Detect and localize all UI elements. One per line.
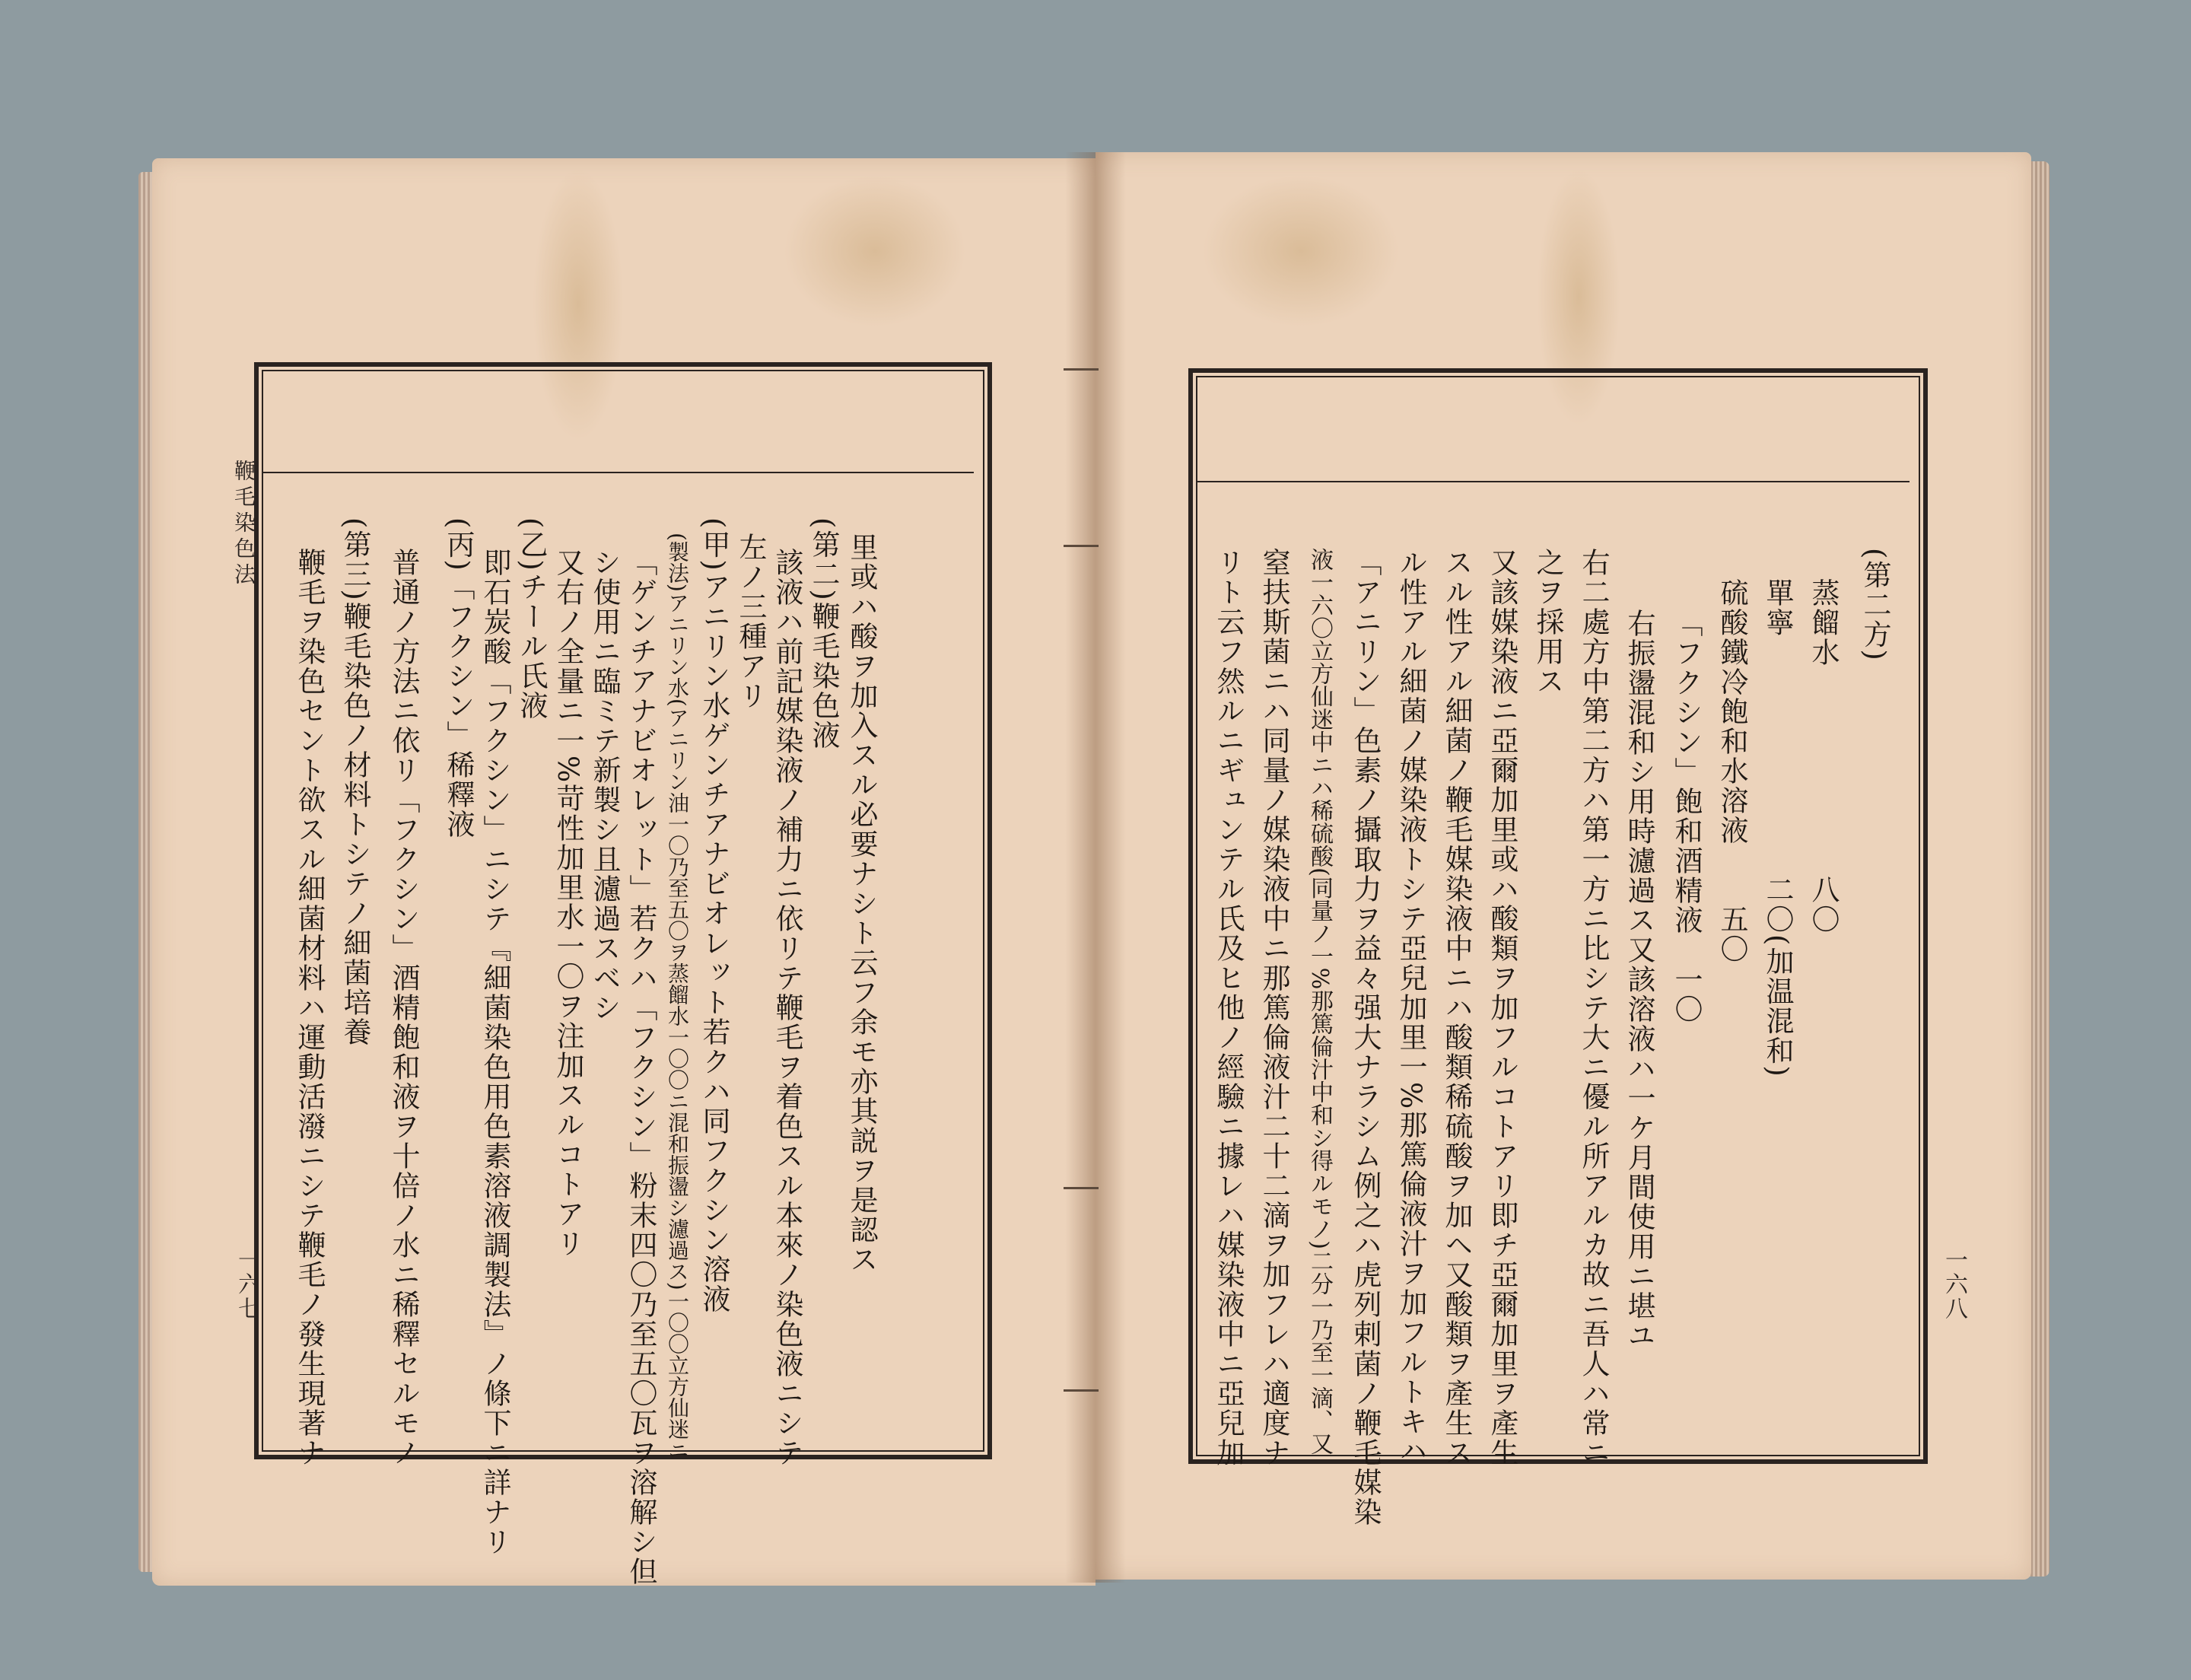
running-title: 鞭毛染色法 xyxy=(231,460,256,589)
text-column: (丙)「フクシン」稀釋液 xyxy=(442,517,475,839)
text-column: 「アニリン」色素ノ攝取力ヲ益々强大ナラシム例之ハ虎列剌菌ノ鞭毛媒染 xyxy=(1349,548,1382,1527)
text-column: シ使用ニ臨ミテ新製シ且濾過スベシ xyxy=(588,548,621,1023)
frame-header-rule xyxy=(1197,481,1910,482)
text-column: リト云フ然ルニギュンテル氏及ヒ他ノ經驗ニ據レハ媒染液中ニ亞兒加 xyxy=(1212,548,1245,1468)
text-column: (第二)鞭毛染色液 xyxy=(807,517,840,750)
text-column: 該液ハ前記媒染液ノ補力ニ依リテ鞭毛ヲ着色スル本來ノ染色液ニシテ xyxy=(771,548,803,1468)
text-column: (乙)チール氏液 xyxy=(515,517,548,721)
text-column: (第三)鞭毛染色ノ材料トシテノ細菌培養 xyxy=(339,517,371,1047)
text-column: 左ノ三種アリ xyxy=(734,533,767,711)
stain xyxy=(784,175,966,327)
text-column: 又右ノ全量ニ一%苛性加里水一〇ヲ注加スルコトアリ xyxy=(552,548,584,1259)
text-column: 「ゲンチアナビオレット」若クハ「フクシン」粉末四〇乃至五〇瓦ヲ溶解シ但 xyxy=(625,548,657,1586)
text-column: 右二處方中第二方ハ第一方ニ比シテ大ニ優ル所アルカ故ニ吾人ハ常ニ xyxy=(1577,548,1610,1468)
text-column: (甲)アニリン水ゲンチアナビオレット若クハ同フクシン溶液 xyxy=(698,517,730,1314)
text-column: スル性アル細菌ノ鞭毛媒染液中ニハ酸類稀硫酸ヲ加ヘ又酸類ヲ產生ス xyxy=(1440,548,1473,1468)
text-column: 鞭毛ヲ染色セント欲スル細菌材料ハ運動活潑ニシテ鞭毛ノ發生現著ナ xyxy=(293,548,326,1468)
text-column: 又該媒染液ニ亞爾加里或ハ酸類ヲ加フルコトアリ即チ亞爾加里ヲ產生 xyxy=(1486,548,1518,1468)
text-column: 單寧 二〇(加温混和) xyxy=(1761,578,1794,1078)
text-column: 窒扶斯菌ニハ同量ノ媒染液中ニ那篤倫液汁二十二滴ヲ加フレハ適度ナ xyxy=(1258,548,1290,1468)
binding-stitch xyxy=(1064,1187,1099,1189)
text-column: 即石炭酸「フクシン」ニシテ『細菌染色用色素溶液調製法』ノ條下ニ詳ナリ xyxy=(479,548,511,1557)
page-number-right: 一六八 xyxy=(1941,1248,1967,1321)
text-column: (第二方) xyxy=(1859,548,1891,662)
text-column: 液一六〇立方仙迷中ニハ稀硫酸(同量ノ一%那篤倫汁中和シ得ルモノ)二分一乃至一滴、又 xyxy=(1306,548,1333,1455)
binding-stitch xyxy=(1064,368,1099,371)
binding-stitch xyxy=(1064,545,1099,547)
binding-stitch xyxy=(1064,1389,1099,1392)
text-column: 右振盪混和シ用時濾過ス又該溶液ハ一ケ月間使用ニ堪ユ xyxy=(1623,609,1655,1351)
text-column: 蒸餾水 八〇 xyxy=(1807,578,1840,934)
stain xyxy=(1202,175,1400,327)
book-gutter xyxy=(1065,152,1126,1583)
text-column: 「フクシン」飽和酒精液 一〇 xyxy=(1670,609,1703,1024)
text-column: (製法)アニリン水(アニリン油一〇乃至五〇ヲ蒸餾水一〇〇ニ混和振盪シ濾過ス)一〇〇立方仙迷ニ xyxy=(665,533,690,1461)
text-column: 普通ノ方法ニ依リ「フクシン」酒精飽和液ヲ十倍ノ水ニ稀釋セルモノ xyxy=(387,548,420,1468)
page-number-left: 一六七 xyxy=(234,1248,260,1321)
text-column: ル性アル細菌ノ媒染液トシテ亞兒加里一%那篤倫液汁ヲ加フルトキハ xyxy=(1394,548,1427,1467)
text-column: 硫酸鐵冷飽和水溶液 五〇 xyxy=(1716,578,1748,964)
frame-header-rule xyxy=(263,472,974,473)
text-column: 之ヲ採用ス xyxy=(1531,548,1564,696)
text-column: 里或ハ酸ヲ加入スル必要ナシト云フ余モ亦其説ヲ是認ス xyxy=(845,533,878,1274)
